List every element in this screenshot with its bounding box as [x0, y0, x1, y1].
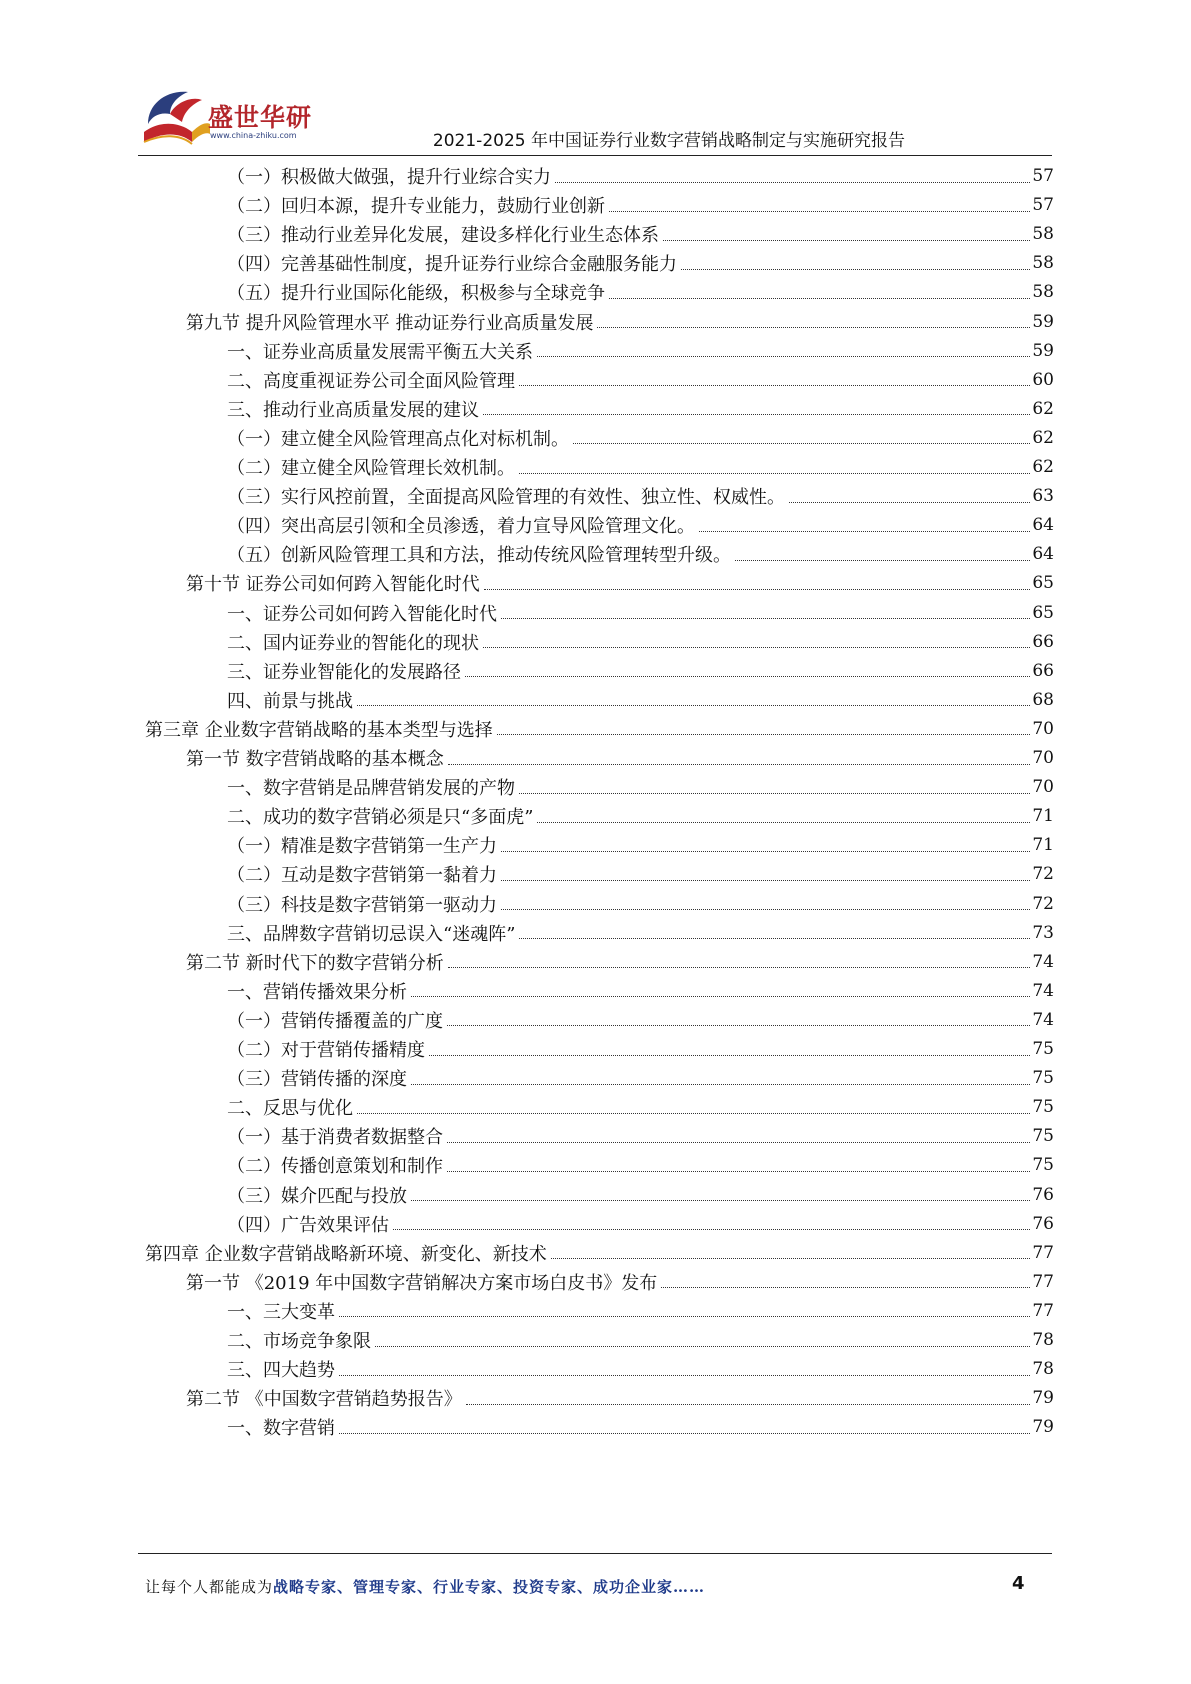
toc-entry[interactable]	[227, 336, 1054, 366]
toc-entry[interactable]	[145, 1238, 1054, 1268]
toc-leader-dots	[357, 705, 1030, 706]
toc-leader-dots	[789, 502, 1030, 503]
toc-entry[interactable]	[227, 1412, 1054, 1442]
toc-entry-label: （二）回归本源，提升专业能力，鼓励行业创新	[227, 196, 605, 218]
toc-entry-label: （三）媒介匹配与投放	[227, 1185, 407, 1207]
toc-entry[interactable]	[227, 1180, 1054, 1210]
toc-leader-dots	[661, 1287, 1030, 1288]
toc-entry[interactable]	[227, 219, 1054, 249]
toc-entry-page: 76	[1032, 1213, 1054, 1234]
toc-entry-label: 二、国内证券业的智能化的现状	[227, 632, 479, 654]
toc-leader-dots	[555, 182, 1030, 183]
logo-url: www.china-zhiku.com	[210, 131, 297, 140]
toc-entry-page: 66	[1032, 631, 1054, 652]
toc-entry-label: 二、反思与优化	[227, 1098, 353, 1120]
toc-entry[interactable]	[227, 976, 1054, 1006]
toc-entry-page: 71	[1032, 806, 1054, 827]
toc-entry-page: 79	[1032, 1417, 1054, 1438]
toc-leader-dots	[483, 647, 1030, 648]
toc-entry-label: （五）创新风险管理工具和方法，推动传统风险管理转型升级。	[227, 545, 731, 567]
document-title: 2021-2025 年中国证券行业数字营销战略制定与实施研究报告	[432, 131, 905, 151]
slogan-highlight: 战略专家、管理专家、行业专家、投资专家、成功企业家……	[273, 1578, 706, 1596]
toc-entry[interactable]	[227, 801, 1054, 831]
toc-entry-page: 73	[1032, 922, 1054, 943]
toc-entry-page: 58	[1032, 224, 1054, 245]
toc-entry[interactable]	[186, 307, 1054, 337]
toc-entry-label: 第三章 企业数字营销战略的基本类型与选择	[145, 719, 493, 741]
toc-leader-dots	[429, 1055, 1030, 1056]
toc-entry-label: 第二节 《中国数字营销趋势报告》	[186, 1389, 462, 1411]
toc-entry[interactable]	[227, 394, 1054, 424]
toc-entry-page: 65	[1032, 602, 1054, 623]
toc-entry-label: （三）科技是数字营销第一驱动力	[227, 894, 497, 916]
toc-entry-label: 第一节 《2019 年中国数字营销解决方案市场白皮书》发布	[186, 1272, 658, 1294]
toc-leader-dots	[448, 967, 1031, 968]
toc-entry-page: 78	[1032, 1330, 1054, 1350]
toc-entry-page: 79	[1032, 1388, 1054, 1409]
toc-entry-label: 二、成功的数字营销必须是只“多面虎”	[227, 807, 534, 829]
toc-leader-dots	[465, 676, 1030, 677]
toc-leader-dots	[663, 240, 1030, 241]
toc-entry[interactable]	[227, 423, 1054, 453]
toc-leader-dots	[466, 1404, 1031, 1405]
toc-entry-page: 77	[1032, 1242, 1054, 1263]
toc-entry-label: （四）广告效果评估	[227, 1214, 389, 1236]
toc-entry-page: 58	[1032, 253, 1054, 274]
toc-entry-page: 75	[1032, 1126, 1054, 1147]
toc-entry[interactable]	[227, 539, 1054, 569]
toc-entry[interactable]	[227, 161, 1054, 191]
toc-leader-dots	[375, 1346, 1030, 1347]
logo-text: 盛世华研	[208, 103, 313, 132]
toc-entry-label: （二）互动是数字营销第一黏着力	[227, 865, 497, 887]
toc-entry[interactable]	[227, 481, 1054, 511]
header-divider	[138, 155, 1052, 156]
toc-entry-page: 70	[1032, 748, 1054, 768]
toc-entry-page: 59	[1032, 311, 1054, 332]
toc-entry-page: 72	[1032, 893, 1054, 914]
page-number: 4	[1012, 1573, 1025, 1594]
toc-entry[interactable]	[227, 1209, 1054, 1239]
toc-leader-dots	[681, 269, 1030, 270]
toc-entry-label: （一）建立健全风险管理高点化对标机制。	[227, 428, 569, 450]
toc-entry-page: 66	[1032, 660, 1054, 681]
toc-entry-label: （一）营销传播覆盖的广度	[227, 1010, 443, 1032]
toc-entry-label: （一）积极做大做强，提升行业综合实力	[227, 167, 551, 188]
toc-entry-page: 72	[1032, 864, 1054, 885]
toc-leader-dots	[609, 211, 1030, 212]
toc-leader-dots	[501, 851, 1030, 852]
toc-entry-label: 第十节 证券公司如何跨入智能化时代	[186, 574, 480, 596]
toc-entry-label: 三、证券业智能化的发展路径	[227, 661, 461, 683]
toc-leader-dots	[483, 414, 1030, 415]
toc-leader-dots	[448, 764, 1031, 765]
toc-entry-page: 62	[1032, 457, 1054, 477]
toc-leader-dots	[501, 618, 1030, 619]
toc-entry-page: 74	[1032, 951, 1054, 972]
toc-entry-page: 75	[1032, 1097, 1054, 1118]
toc-entry-label: （四）完善基础性制度，提升证券行业综合金融服务能力	[227, 254, 677, 276]
toc-entry-page: 75	[1032, 1068, 1054, 1089]
toc-entry-label: （二）建立健全风险管理长效机制。	[227, 458, 515, 479]
toc-entry[interactable]	[227, 598, 1054, 628]
toc-entry[interactable]	[227, 685, 1054, 715]
toc-leader-dots	[501, 880, 1030, 881]
toc-leader-dots	[447, 1171, 1030, 1172]
toc-entry-page: 70	[1032, 777, 1054, 798]
toc-leader-dots	[411, 1084, 1030, 1085]
toc-entry-label: 第二节 新时代下的数字营销分析	[186, 952, 444, 974]
toc-entry[interactable]	[227, 1121, 1054, 1151]
toc-entry-page: 70	[1032, 718, 1054, 739]
toc-entry[interactable]	[227, 248, 1054, 278]
toc-entry[interactable]	[227, 190, 1054, 220]
toc-entry[interactable]	[227, 1034, 1054, 1064]
toc-entry[interactable]	[227, 627, 1054, 657]
toc-entry[interactable]	[227, 830, 1054, 860]
toc-entry-page: 76	[1032, 1184, 1054, 1205]
toc-entry[interactable]	[227, 1354, 1054, 1384]
toc-entry[interactable]	[145, 714, 1054, 744]
toc-leader-dots	[609, 298, 1030, 299]
toc-entry-page: 60	[1032, 369, 1054, 390]
toc-entry-label: （五）提升行业国际化能级，积极参与全球竞争	[227, 283, 605, 305]
toc-entry-label: 二、市场竞争象限	[227, 1331, 371, 1352]
toc-entry-label: （四）突出高层引领和全员渗透，着力宣导风险管理文化。	[227, 516, 695, 538]
toc-leader-dots	[537, 822, 1030, 823]
toc-leader-dots	[411, 996, 1030, 997]
toc-leader-dots	[393, 1229, 1030, 1230]
toc-entry-label: 一、证券公司如何跨入智能化时代	[227, 603, 497, 625]
toc-entry[interactable]	[227, 365, 1054, 395]
toc-entry-page: 59	[1032, 340, 1054, 361]
toc-entry-label: 四、前景与挑战	[227, 690, 353, 712]
toc-leader-dots	[551, 1258, 1031, 1259]
toc-entry-page: 64	[1032, 515, 1054, 536]
toc-entry-label: 第九节 提升风险管理水平 推动证券行业高质量发展	[186, 312, 594, 334]
toc-entry[interactable]	[227, 656, 1054, 686]
toc-entry-label: 三、品牌数字营销切忌误入“迷魂阵”	[227, 923, 516, 945]
toc-entry-label: 第四章 企业数字营销战略新环境、新变化、新技术	[145, 1243, 547, 1265]
toc-entry[interactable]	[186, 1383, 1054, 1413]
toc-entry[interactable]	[227, 452, 1054, 482]
toc-leader-dots	[357, 1113, 1030, 1114]
toc-entry-label: 一、营销传播效果分析	[227, 981, 407, 1003]
toc-leader-dots	[339, 1316, 1030, 1317]
toc-entry-label: （三）实行风控前置，全面提高风险管理的有效性、独立性、权威性。	[227, 487, 785, 509]
toc-entry-label: 一、证券业高质量发展需平衡五大关系	[227, 341, 533, 363]
toc-leader-dots	[519, 938, 1030, 939]
toc-leader-dots	[339, 1433, 1030, 1434]
toc-entry[interactable]	[227, 1325, 1054, 1355]
toc-entry-page: 71	[1032, 835, 1054, 856]
toc-leader-dots	[501, 909, 1030, 910]
toc-entry-page: 68	[1032, 689, 1054, 710]
toc-leader-dots	[447, 1142, 1030, 1143]
toc-entry[interactable]	[227, 277, 1054, 307]
toc-entry-page: 64	[1032, 544, 1054, 565]
toc-entry-page: 65	[1032, 573, 1054, 594]
toc-entry-label: 一、数字营销是品牌营销发展的产物	[227, 778, 515, 800]
slogan-prefix: 让每个人都能成为	[145, 1578, 274, 1596]
toc-leader-dots	[699, 531, 1030, 532]
toc-entry-page: 74	[1032, 980, 1054, 1001]
footer-divider	[138, 1553, 1052, 1554]
toc-entry[interactable]	[227, 918, 1054, 948]
toc-leader-dots	[411, 1200, 1030, 1201]
toc-entry-page: 78	[1032, 1359, 1054, 1380]
toc-leader-dots	[519, 473, 1030, 474]
toc-entry[interactable]	[227, 1063, 1054, 1093]
toc-entry[interactable]	[186, 743, 1054, 773]
page-header	[0, 0, 1191, 160]
toc-leader-dots	[519, 385, 1030, 386]
toc-leader-dots	[484, 589, 1031, 590]
toc-entry-page: 62	[1032, 398, 1054, 419]
toc-entry-label: 三、推动行业高质量发展的建议	[227, 399, 479, 421]
toc-entry-page: 58	[1032, 282, 1054, 303]
footer-slogan	[145, 1576, 705, 1597]
toc-entry[interactable]	[186, 568, 1054, 598]
toc-entry-label: （二）传播创意策划和制作	[227, 1156, 443, 1178]
toc-entry[interactable]	[227, 1150, 1054, 1180]
toc-leader-dots	[573, 443, 1030, 444]
toc-entry-page: 77	[1032, 1300, 1054, 1321]
toc-entry-page: 74	[1032, 1009, 1054, 1030]
toc-entry-label: （三）推动行业差异化发展，建设多样化行业生态体系	[227, 225, 659, 247]
toc-leader-dots	[519, 793, 1030, 794]
toc-entry[interactable]	[227, 510, 1054, 540]
toc-leader-dots	[447, 1025, 1030, 1026]
toc-leader-dots	[735, 560, 1030, 561]
toc-entry-label: 第一节 数字营销战略的基本概念	[186, 749, 444, 770]
toc-entry[interactable]	[186, 1267, 1054, 1297]
toc-leader-dots	[497, 734, 1031, 735]
toc-entry[interactable]	[186, 947, 1054, 977]
toc-leader-dots	[339, 1375, 1030, 1376]
toc-entry[interactable]	[227, 772, 1054, 802]
toc-entry-label: 一、三大变革	[227, 1301, 335, 1323]
toc-leader-dots	[597, 327, 1030, 328]
toc-entry[interactable]	[227, 1092, 1054, 1122]
toc-entry-label: （一）精准是数字营销第一生产力	[227, 836, 497, 858]
toc-entry-page: 75	[1032, 1039, 1054, 1059]
toc-entry-label: （二）对于营销传播精度	[227, 1040, 425, 1061]
toc-entry-label: 二、高度重视证券公司全面风险管理	[227, 370, 515, 392]
toc-entry-page: 57	[1032, 166, 1054, 186]
toc-entry-label: （一）基于消费者数据整合	[227, 1127, 443, 1149]
toc-entry[interactable]	[227, 1005, 1054, 1035]
toc-entry[interactable]	[227, 859, 1054, 889]
toc-entry[interactable]	[227, 1296, 1054, 1326]
toc-entry-page: 77	[1032, 1271, 1054, 1292]
toc-leader-dots	[537, 356, 1030, 357]
toc-entry-page: 63	[1032, 486, 1054, 507]
toc-entry[interactable]	[227, 889, 1054, 919]
toc-entry-page: 75	[1032, 1155, 1054, 1176]
toc-entry-page: 62	[1032, 427, 1054, 448]
toc-entry-label: 三、四大趋势	[227, 1360, 335, 1382]
toc-entry-page: 57	[1032, 195, 1054, 216]
toc-entry-label: （三）营销传播的深度	[227, 1069, 407, 1091]
toc-entry-label: 一、数字营销	[227, 1418, 335, 1440]
